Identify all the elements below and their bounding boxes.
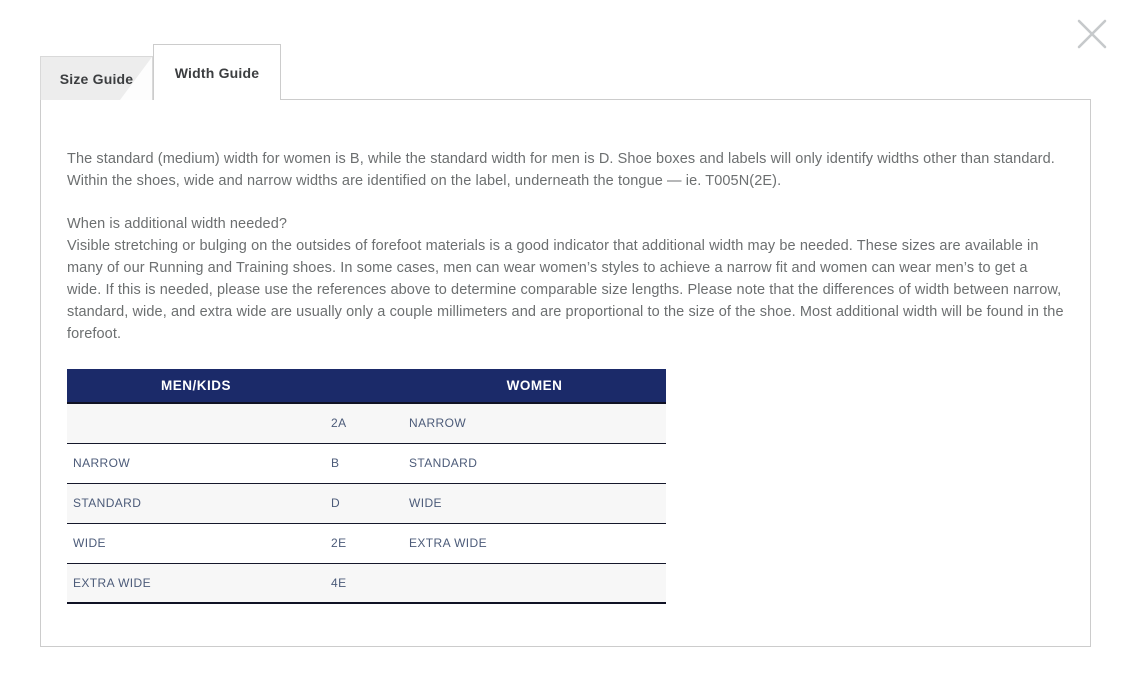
- header-men-kids: MEN/KIDS: [67, 369, 325, 403]
- table-row: [67, 483, 666, 523]
- header-women: WOMEN: [403, 369, 666, 403]
- table-cell: STANDARD: [403, 443, 666, 483]
- intro-paragraph: The standard (medium) width for women is B, while the standard width for men is D. Shoe boxes and labels will only identify widths other than standard. Within the shoes, wide and narrow widths are identified on the label, underneath the tongue — ie. T005N(2E).: [67, 151, 1055, 189]
- width-guide-panel: [40, 99, 1091, 647]
- question-line: When is additional width needed?: [67, 216, 288, 232]
- header-spacer: [325, 369, 403, 403]
- tab-size-guide[interactable]: [40, 56, 153, 100]
- table-row: [67, 443, 666, 483]
- table-cell: NARROW: [403, 403, 666, 443]
- tab-width-guide[interactable]: [153, 44, 281, 100]
- table-cell: [67, 403, 325, 443]
- table-cell: STANDARD: [67, 483, 325, 523]
- table-cell: EXTRA WIDE: [67, 563, 325, 603]
- table-cell: 2E: [325, 523, 403, 563]
- tab-fold-decoration: [120, 57, 152, 100]
- table-cell: 2A: [325, 403, 403, 443]
- table-cell: 4E: [325, 563, 403, 603]
- close-button[interactable]: [1072, 14, 1112, 54]
- close-icon: [1074, 16, 1110, 52]
- table-cell: D: [325, 483, 403, 523]
- table-cell: WIDE: [67, 523, 325, 563]
- table-cell: EXTRA WIDE: [403, 523, 666, 563]
- table-row: [67, 403, 666, 443]
- explanation-text: Visible stretching or bulging on the outsides of forefoot materials is a good indicator that additional width may be needed. These sizes are available in many of our Running and Training shoes. In some cases, men can wear women’s styles to achieve a narrow fit and women can wear men’s to get a wide. If this is needed, please use the references above to determine comparable size lengths. Please note that the differences of width between narrow, standard, wide, and extra wide are usually only a couple millimeters and are proportional to the size of the shoe. Most additional width will be found in the forefoot.: [67, 238, 1064, 342]
- tab-bar: [40, 44, 281, 100]
- tab-width-guide-label: Width Guide: [174, 64, 260, 81]
- table-cell: NARROW: [67, 443, 325, 483]
- table-header-row: [67, 369, 666, 403]
- additional-width-paragraph: [67, 213, 1064, 345]
- table-cell: WIDE: [403, 483, 666, 523]
- tab-size-guide-label: Size Guide: [59, 70, 134, 87]
- table-row: [67, 523, 666, 563]
- table-cell: [403, 563, 666, 603]
- table-row: [67, 563, 666, 603]
- width-table: [67, 369, 666, 604]
- table-cell: B: [325, 443, 403, 483]
